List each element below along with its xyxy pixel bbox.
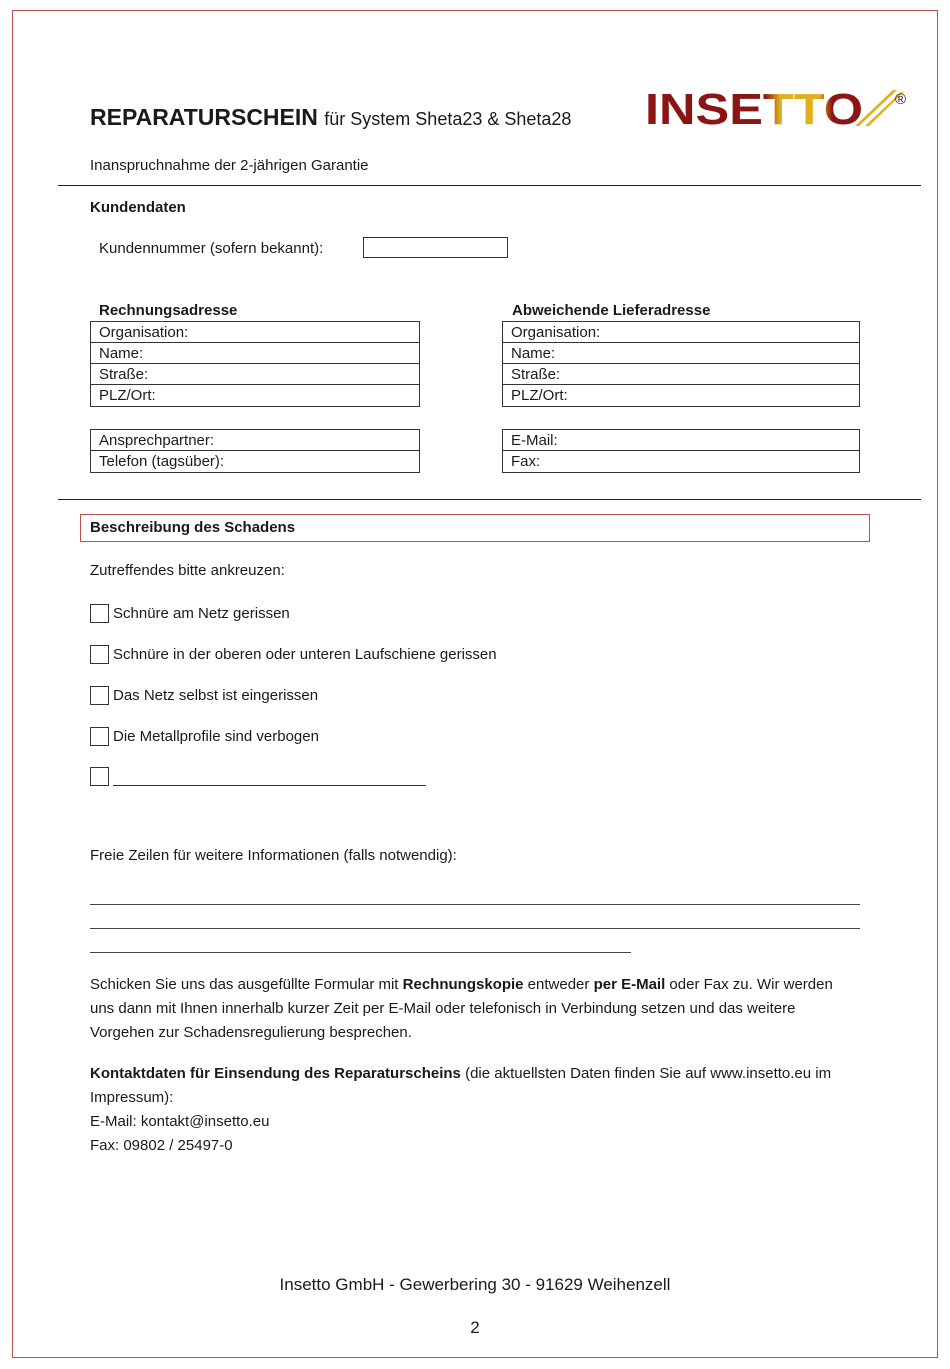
- registered-mark: ®: [895, 91, 907, 108]
- billing-zip-city-field[interactable]: PLZ/Ort:: [99, 387, 156, 404]
- free-lines-label: Freie Zeilen für weitere Informationen (falls notwendig):: [90, 847, 457, 864]
- billing-address-table: [90, 321, 420, 407]
- delivery-heading: Abweichende Lieferadresse: [512, 302, 711, 319]
- damage-instruction: Zutreffendes bitte ankreuzen:: [90, 562, 285, 579]
- title-main: REPARATURSCHEIN: [90, 104, 318, 130]
- checkbox-icon[interactable]: [90, 727, 109, 746]
- page-subtitle: Inanspruchnahme der 2-jährigen Garantie: [90, 157, 369, 174]
- delivery-zip-city-field[interactable]: PLZ/Ort:: [511, 387, 568, 404]
- damage-option-label: Schnüre in der oberen oder unteren Laufschiene gerissen: [113, 645, 497, 663]
- damage-option-label: Schnüre am Netz gerissen: [113, 604, 290, 622]
- instructions-paragraph: [90, 973, 860, 1045]
- damage-option-1[interactable]: [90, 602, 290, 624]
- contact-email: E-Mail: kontakt@insetto.eu: [90, 1113, 270, 1130]
- damage-option-other[interactable]: [90, 765, 426, 787]
- damage-option-3[interactable]: [90, 684, 318, 706]
- contact-person-field[interactable]: Ansprechpartner:: [91, 430, 419, 451]
- checkbox-icon[interactable]: [90, 767, 109, 786]
- divider-middle: [58, 499, 921, 500]
- billing-street-field[interactable]: Straße:: [91, 364, 419, 385]
- instr-text-3: oder Fax zu. Wir werden uns dann mit Ihnen innerhalb kurzer Zeit per E-Mail oder telefonisch in Verbindung setzen und das weitere Vorgehen zur Schadensregulierung besprechen.: [90, 976, 833, 1041]
- instr-text-2: entweder: [523, 976, 594, 993]
- contact-note: (die aktuellsten Daten finden Sie auf www.insetto.eu im Impressum):: [90, 1065, 832, 1106]
- billing-organisation-field[interactable]: Organisation:: [91, 322, 419, 343]
- fax-field[interactable]: Fax:: [511, 453, 541, 470]
- checkbox-icon[interactable]: [90, 686, 109, 705]
- free-line-1[interactable]: [90, 904, 860, 905]
- phone-field[interactable]: Telefon (tagsüber):: [99, 453, 225, 470]
- damage-option-4[interactable]: [90, 725, 319, 747]
- instr-text-1: Schicken Sie uns das ausgefüllte Formular mit: [90, 976, 403, 993]
- other-damage-line[interactable]: [113, 771, 426, 786]
- billing-name-field[interactable]: Name:: [91, 343, 419, 364]
- email-field[interactable]: E-Mail:: [503, 430, 859, 451]
- delivery-name-field[interactable]: Name:: [503, 343, 859, 364]
- free-line-2[interactable]: [90, 928, 860, 929]
- footer-address: Insetto GmbH - Gewerbering 30 - 91629 Weihenzell: [279, 1275, 671, 1294]
- page-number: 2: [470, 1318, 480, 1337]
- instr-by-email: per E-Mail: [593, 976, 666, 993]
- checkbox-icon[interactable]: [90, 604, 109, 623]
- insetto-logo: [645, 86, 915, 136]
- customer-number-field[interactable]: [363, 237, 508, 258]
- checkbox-icon[interactable]: [90, 645, 109, 664]
- delivery-street-field[interactable]: Straße:: [503, 364, 859, 385]
- damage-option-label: Die Metallprofile sind verbogen: [113, 727, 319, 745]
- contact-paragraph: [90, 1062, 860, 1110]
- contact-heading: Kontaktdaten für Einsendung des Reparaturscheins: [90, 1065, 461, 1082]
- billing-heading: Rechnungsadresse: [99, 302, 238, 319]
- damage-option-2[interactable]: [90, 643, 497, 665]
- delivery-organisation-field[interactable]: Organisation:: [503, 322, 859, 343]
- billing-contact-table: [90, 429, 420, 473]
- customer-heading: Kundendaten: [90, 199, 186, 216]
- logo-text: INSETTO: [645, 86, 863, 134]
- page-title: [90, 104, 571, 131]
- damage-heading: Beschreibung des Schadens: [80, 514, 870, 542]
- delivery-address-table: [502, 321, 860, 407]
- customer-number-label: Kundennummer (sofern bekannt):: [99, 240, 324, 257]
- contact-fax: Fax: 09802 / 25497-0: [90, 1137, 233, 1154]
- damage-option-label: Das Netz selbst ist eingerissen: [113, 686, 319, 704]
- divider-top: [58, 185, 921, 186]
- delivery-contact-table: [502, 429, 860, 473]
- free-line-3[interactable]: [90, 952, 631, 953]
- instr-invoice-copy: Rechnungskopie: [402, 976, 524, 993]
- title-sub: für System Sheta23 & Sheta28: [324, 109, 572, 129]
